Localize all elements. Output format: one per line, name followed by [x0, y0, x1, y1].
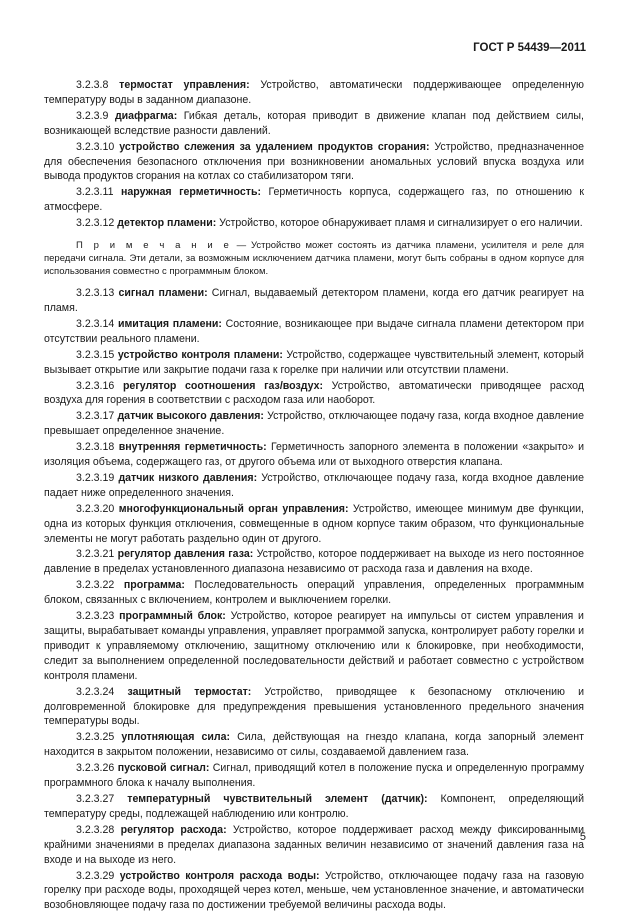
definition-term: внутренняя герметичность: [118, 441, 267, 454]
definition-term: температурный чувствительный элемент (датчик): [127, 792, 428, 805]
definition-term: устройство слежения за удалением продуктов сгорания: [119, 140, 430, 153]
definition-text: Устройство, автоматически поддерживающее определенную температуру воды в заданном диапазоне. [44, 79, 585, 106]
definition-3-2-3-18 [44, 440, 584, 470]
definition-number: 3.2.3.9 [76, 109, 109, 122]
definition-number: 3.2.3.26 [76, 762, 115, 775]
definition-term: термостат управления: [119, 79, 250, 91]
definition-number: 3.2.3.20 [76, 502, 115, 515]
definition-term: имитация пламени: [117, 317, 222, 330]
definition-term: программа: [123, 579, 185, 592]
definition-text: Последовательность операций управления, определенных программным блоком, связанных с включением, контролем и выключением горелки. [44, 579, 584, 607]
definition-3-2-3-29 [44, 869, 584, 914]
definition-3-2-3-24 [44, 685, 584, 730]
definition-text: Устройство, автоматически приводящее расход воздуха для горения в соответствии с расходом газа или наоборот. [44, 379, 584, 407]
definition-term: регулятор давления газа: [117, 548, 254, 561]
definition-term: устройство контроля расхода воды: [119, 869, 320, 882]
definition-text: Устройство, предназначенное для обеспечения безопасного отключения при возникновении аномальных условий впуска воздуха или вывода продуктов сгорания на котлах со стабилизатором тяги. [44, 140, 584, 183]
definition-number: 3.2.3.19 [76, 471, 115, 484]
definition-3-2-3-15 [44, 348, 584, 378]
definition-3-2-3-14 [44, 317, 584, 347]
definition-number: 3.2.3.21 [76, 548, 115, 561]
definition-text: Состояние, возникающее при выдаче сигнала пламени детектором при отсутствии реального пламени. [44, 317, 584, 345]
definition-3-2-3-26 [44, 761, 584, 791]
definition-3-2-3-22 [44, 578, 584, 608]
definition-term: детектор пламени: [117, 217, 217, 230]
definition-number: 3.2.3.10 [76, 140, 115, 153]
definition-term: наружная герметичность: [120, 186, 261, 199]
definition-number: 3.2.3.25 [76, 731, 115, 744]
definition-3-2-3-17 [44, 409, 584, 439]
definition-text: Устройство, имеющее минимум две функции, одна из которых функция отключения, совмещенные в одном корпусе таким образом, что функциональные элементы не могут работать раздельно один от другого. [44, 502, 584, 545]
definition-term: защитный термостат: [127, 685, 252, 698]
definition-number: 3.2.3.27 [76, 792, 115, 805]
definition-number: 3.2.3.22 [76, 579, 115, 592]
definition-number: 3.2.3.15 [76, 348, 115, 361]
definition-number: 3.2.3.24 [76, 685, 115, 698]
definition-number: 3.2.3.16 [76, 379, 115, 392]
definition-text: Сила, действующая на гнездо клапана, когда запорный элемент находится в закрытом положении, независимо от силы, создаваемой давлением газа. [44, 731, 584, 759]
definition-text: Устройство, которое поддерживает расход между фиксированными крайними значениями в пределах диапазона заданных величин независимо от значений давления газа на входе и на выходе из него. [44, 823, 584, 866]
definition-text: Устройство, содержащее чувствительный элемент, который вызывает открытие или закрытие подачи газа к горелке при наличии или отсутствии пламени. [44, 348, 584, 376]
definition-term: датчик высокого давления: [117, 410, 264, 423]
definition-number: 3.2.3.18 [76, 441, 115, 454]
definition-text: Устройство, которое реагирует на импульсы от систем управления и защиты, вырабатывает команды управления, управляет программой запуска, контролирует работу горелки и приводит к управляемому отключению, защитному отключению или к блокировке, при необходимости, следит за выполнением определенной последовательности действий и работает совместно с устройством контроля пламени. [44, 610, 584, 682]
note-label: П р и м е ч а н и е [76, 240, 232, 252]
definition-3-2-3-19 [44, 471, 584, 501]
definitions-body [44, 78, 584, 914]
definition-text: Герметичность корпуса, содержащего газ, по отношению к атмосфере. [44, 186, 584, 214]
definition-3-2-3-9 [44, 109, 584, 139]
definition-text: Устройство, которое поддерживает на выходе из него постоянное давление в пределах установленного диапазона независимо от расхода газа и давления на входе. [44, 548, 584, 576]
definition-number: 3.2.3.12 [76, 217, 115, 230]
note-text: Устройство может состоять из датчика пламени, усилителя и реле для передачи сигнала. Эти детали, за возможным исключением датчика пламени, могут быть собраны в одном корпусе для использования совместно с программным блоком. [44, 240, 585, 278]
definition-text: Устройство, приводящее к безопасному отключению и долговременной блокировке для предупреждения превышения установленного предельного значения температуры воды. [44, 685, 584, 728]
definition-text: Устройство, которое обнаруживает пламя и сигнализирует о его наличии. [216, 217, 583, 230]
definition-term: устройство контроля пламени: [117, 348, 283, 361]
definition-3-2-3-27 [44, 792, 584, 822]
definition-term: многофункциональный орган управления: [118, 502, 349, 515]
definition-number: 3.2.3.17 [76, 410, 115, 423]
definition-3-2-3-25 [44, 730, 584, 760]
note-paragraph [44, 239, 584, 278]
definition-3-2-3-8 [44, 78, 584, 108]
definition-term: регулятор соотношения газ/воздух: [122, 379, 324, 392]
definition-term: программный блок: [119, 610, 226, 623]
definition-number: 3.2.3.8 [76, 79, 109, 91]
standard-number-header: ГОСТ Р 54439—2011 [473, 42, 586, 54]
definition-term: регулятор расхода: [120, 823, 227, 836]
definition-text: Герметичность запорного элемента в положении «закрыто» и изоляция объема, содержащего газ, от другого объема или от выходного отверстия клапана. [44, 441, 585, 469]
definition-3-2-3-16 [44, 379, 584, 409]
definition-text: Компонент, определяющий температуру среды, подлежащей наблюдению или контролю. [44, 792, 584, 820]
definition-text: Гибкая деталь, которая приводит в движение клапан под действием силы, возникающей вследствие разности давлений. [44, 109, 584, 137]
definition-text: Устройство, отключающее подачу газа, когда входное давление превышает определенное значение. [44, 410, 584, 438]
definition-text: Устройство, отключающее подачу газа, когда входное давление падает ниже определенного значения. [44, 471, 584, 499]
definition-3-2-3-20 [44, 502, 584, 547]
definition-term: датчик низкого давления: [118, 471, 258, 484]
definition-3-2-3-12 [44, 216, 584, 231]
page-number: 5 [579, 831, 586, 843]
definition-number: 3.2.3.14 [76, 317, 115, 330]
definition-number: 3.2.3.13 [76, 287, 115, 300]
definition-3-2-3-11 [44, 185, 584, 215]
definition-number: 3.2.3.29 [76, 869, 115, 882]
definition-3-2-3-28 [44, 823, 584, 868]
definition-text: Устройство, отключающее подачу газа на газовую горелку при расходе воды, проходящей через котел, меньше, чем установленное значение, и автоматически возобновляющее подачу газа по достижении требуемой величины расхода воды. [44, 869, 584, 912]
definition-number: 3.2.3.11 [76, 186, 114, 199]
definition-3-2-3-21 [44, 547, 584, 577]
definition-3-2-3-23 [44, 609, 584, 684]
definition-text: Сигнал, выдаваемый детектором пламени, когда его датчик реагирует на пламя. [44, 287, 585, 314]
definition-number: 3.2.3.23 [76, 610, 115, 623]
definition-term: сигнал пламени: [118, 287, 208, 300]
note-dash: — [231, 240, 251, 252]
definition-3-2-3-10 [44, 140, 584, 185]
definition-number: 3.2.3.28 [76, 823, 115, 836]
definition-text: Сигнал, приводящий котел в положение пуска и определенную программу программного блока к началу выполнения. [44, 762, 584, 790]
definition-term: пусковой сигнал: [117, 762, 210, 775]
definition-term: уплотняющая сила: [121, 731, 231, 744]
definition-term: диафрагма: [114, 109, 178, 122]
definition-3-2-3-13 [44, 286, 584, 316]
